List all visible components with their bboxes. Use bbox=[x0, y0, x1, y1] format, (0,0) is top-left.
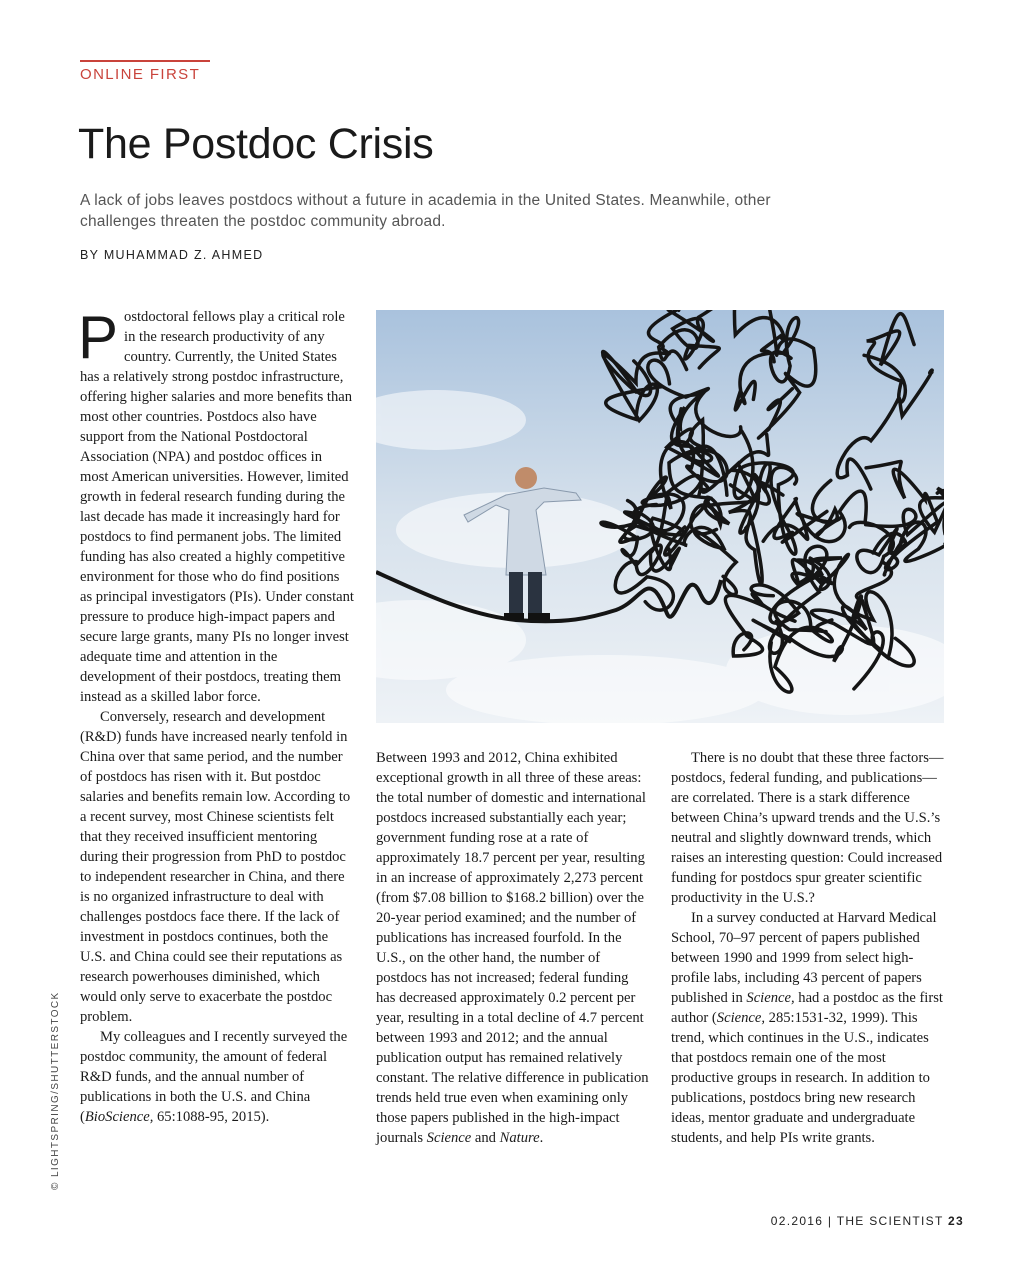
section-label: ONLINE FIRST bbox=[80, 66, 201, 83]
paragraph-text: and bbox=[471, 1130, 500, 1146]
paragraph: Conversely, research and development (R&D) funds have increased nearly tenfold in China over that same period, and the number of postdocs has risen with it. But postdoc salaries and benefits remain low. According to a recent survey, most Chinese scientists felt that they received insufficient mentoring during their progression from PhD to postdoc to independent researcher in China, and there is no organized infrastructure to deal with challenges postdocs face there. If the lack of investment in postdocs continues, both the U.S. and China could see their reputations as research powerhouses diminished, which would only serve to exacerbate the postdoc problem. bbox=[80, 709, 351, 1025]
drop-cap: P bbox=[78, 304, 119, 371]
text-column-1 bbox=[78, 304, 354, 1127]
section-rule bbox=[80, 60, 210, 62]
paragraph-text: In a survey conducted at Harvard Medical School, 70–97 percent of papers published between 1990 and 1999 from select high-profile labs, including 43 percent of papers published in bbox=[671, 910, 937, 1006]
paragraph-text: ostdoctoral fellows play a critical role in the research productivity of any country. Currently, the United States has a relatively strong postdoc infrastructure, offering higher salaries and more benefits than most other countries. Postdocs also have support from the National Postdoctoral Association (NPA) and postdoc offices in most American universities. However, limited growth in federal research funding during the last decade has made it increasingly hard for postdocs to find permanent jobs. The limited funding has also created a highly competitive environment for those who do find positions as principal investigators (PIs). Under constant pressure to produce high-impact papers and secure large grants, many PIs no longer invest adequate time and attention in the development of their postdocs, treating them instead as a skilled labor force. bbox=[80, 309, 354, 705]
paragraph-text: My colleagues and I recently surveyed the postdoc community, the amount of federal R&D funds, and the annual number of publications in both the U.S. and China ( bbox=[80, 1029, 348, 1125]
text-column-2 bbox=[376, 748, 651, 1148]
citation-journal: Science, bbox=[716, 1010, 766, 1026]
paragraph-text: Between 1993 and 2012, China exhibited exceptional growth in all three of these areas: the total number of domestic and international postdocs increased substantially each year; government funding rose at a rate of approximately 18.7 percent per year, resulting in an increase of approximately 2,273 percent (from $7.08 billion to $168.2 billion) over the 20-year period examined; and the number of publications has increased fourfold. In the U.S., on the other hand, the number of postdocs has not increased; federal funding has decreased approximately 0.2 percent per year, resulting in a total decline of 4.7 percent between 1993 and 2012; and the annual publication output has remained relatively constant. The relative difference in publication trends held true even when examining only those papers published in the high-impact journals bbox=[376, 750, 649, 1146]
paragraph bbox=[80, 1027, 354, 1127]
paragraph-text: had a postdoc as the first author ( bbox=[671, 990, 943, 1026]
page-footer bbox=[771, 1214, 964, 1228]
paragraph: There is no doubt that these three factors—postdocs, federal funding, and publications—are correlated. There is a stark difference between China’s upward trends and the U.S.’s neutral and slightly downward trends, which raises an interesting question: Could increased funding for postdocs spur greater scientific productivity in the U.S.? bbox=[671, 750, 944, 906]
hero-image bbox=[376, 310, 944, 723]
issue-label: 02.2016 | THE SCIENTIST bbox=[770, 1214, 944, 1228]
paragraph-text: 65:1088-95, 2015). bbox=[153, 1109, 270, 1125]
journal-name: Science, bbox=[746, 990, 795, 1006]
paragraph bbox=[671, 908, 944, 1148]
article-title: The Postdoc Crisis bbox=[78, 120, 434, 168]
paragraph bbox=[376, 748, 651, 1148]
text-column-3 bbox=[671, 748, 944, 1148]
paragraph-text: 285:1531-32, 1999). This trend, which continues in the U.S., indicates that postdocs remain one of the most productive groups in research. In addition to publications, postdocs bring new research ideas, mentor graduate and undergraduate students, and help PIs write grants. bbox=[671, 1010, 930, 1146]
paragraph-text: . bbox=[539, 1130, 544, 1146]
byline: BY MUHAMMAD Z. AHMED bbox=[80, 248, 264, 262]
paragraph bbox=[78, 304, 354, 707]
photo-credit: © LIGHTSPRING/SHUTTERSTOCK bbox=[50, 991, 61, 1190]
journal-name: Science bbox=[426, 1130, 472, 1146]
article-deck: A lack of jobs leaves postdocs without a future in academia in the United States. Meanwhile, other challenges threaten the postdoc community abroad. bbox=[80, 192, 771, 230]
tightrope-illustration bbox=[376, 310, 944, 723]
citation-journal: BioScience, bbox=[84, 1109, 154, 1125]
journal-name: Nature bbox=[499, 1130, 540, 1146]
page-number: 23 bbox=[948, 1214, 964, 1228]
